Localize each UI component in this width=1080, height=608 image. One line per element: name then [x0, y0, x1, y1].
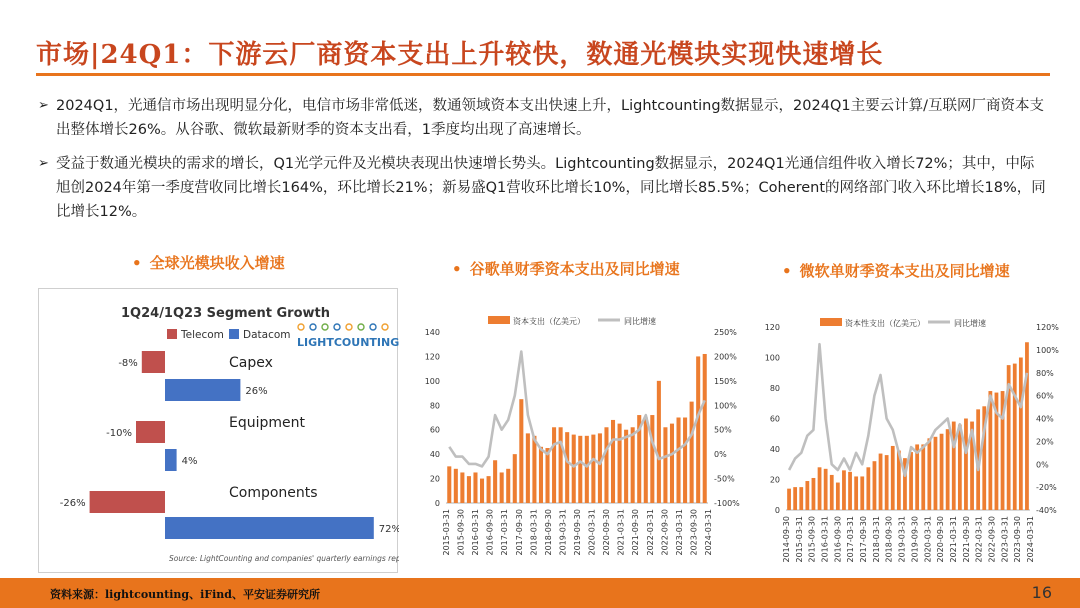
y-tick-label: 120	[764, 323, 780, 332]
x-tick-label: 2019-03-31	[897, 516, 907, 563]
capex-bar	[644, 418, 648, 504]
chart1-source-note: Source: LightCounting and companies' quarterly earnings reports	[169, 554, 399, 563]
capex-bar	[696, 356, 700, 503]
google-capex-chart	[420, 312, 750, 567]
telecom-value-label: -8%	[118, 358, 138, 369]
datacom-value-label: 26%	[245, 386, 268, 397]
capex-bar	[946, 429, 950, 510]
section-title-text: 微软单财季资本支出及同比增速	[799, 262, 1010, 280]
section-dot-icon: •	[452, 260, 462, 278]
capex-bar	[526, 433, 530, 503]
x-tick-label: 2020-03-31	[587, 509, 597, 556]
legend-datacom-swatch	[229, 329, 239, 339]
category-label: Equipment	[229, 415, 305, 431]
capex-bar	[690, 402, 694, 503]
capex-bar	[909, 452, 913, 510]
capex-bar	[793, 487, 797, 510]
x-tick-label: 2023-09-30	[1013, 516, 1023, 563]
y-tick-label: 100	[764, 353, 780, 363]
y-tick-label: 0	[434, 499, 440, 508]
bullet-item-1	[38, 94, 1048, 142]
capex-bar	[787, 489, 791, 510]
microsoft-capex-chart	[760, 314, 1060, 572]
arrow-bullet-icon: ➢	[38, 98, 49, 113]
capex-bar	[454, 469, 458, 503]
x-tick-label: 2019-03-31	[558, 509, 568, 556]
section-title-google	[452, 258, 680, 279]
telecom-bar	[136, 421, 165, 443]
capex-bar	[842, 470, 846, 510]
capex-bar	[473, 472, 477, 503]
capex-bar	[866, 467, 870, 510]
x-tick-label: 2023-03-31	[674, 509, 684, 556]
x-tick-label: 2020-09-30	[936, 516, 946, 563]
capex-bar	[545, 448, 549, 503]
y2-tick-label: 150%	[714, 376, 737, 386]
y-tick-label: 80	[429, 401, 440, 411]
slide-title: 市场|24Q1：下游云厂商资本支出上升较快，数通光模块实现快速增长	[36, 40, 884, 70]
bullet-text-2: 受益于数通光模块的需求的增长，Q1光学元件及光模块表现出快速增长势头。Lightcounting数据显示，2024Q1光通信组件收入增长72%；其中，中际旭创2024年第一季度营收同比增长164%，环比增长21%；新易盛Q1营收环比增长10%，同比增长85.5%；Coherent的网络部门收入环比增长18%，同比增长12%。	[56, 156, 1046, 220]
y-tick-label: 40	[429, 450, 440, 460]
legend-line-label: 同比增速	[954, 319, 986, 328]
x-tick-label: 2021-03-31	[948, 516, 958, 563]
section-dot-icon: •	[132, 254, 142, 272]
y2-tick-label: 20%	[1036, 437, 1054, 447]
x-tick-label: 2019-09-30	[573, 509, 582, 556]
y2-tick-label: 40%	[1036, 414, 1054, 424]
y-tick-label: 80	[769, 384, 780, 393]
x-tick-label: 2022-09-30	[660, 509, 670, 556]
capex-bar	[703, 354, 707, 503]
capex-bar	[921, 444, 925, 510]
title-divider	[36, 73, 1050, 76]
capex-bar	[805, 481, 809, 510]
section-title-microsoft	[782, 260, 1010, 281]
x-tick-label: 2018-03-31	[529, 509, 539, 556]
y-tick-label: 60	[429, 425, 440, 435]
x-tick-label: 2023-03-31	[1000, 516, 1010, 563]
capex-bar	[539, 447, 543, 503]
x-tick-label: 2022-09-30	[987, 516, 997, 563]
capex-bar	[860, 476, 864, 510]
x-tick-label: 2022-03-31	[645, 509, 655, 556]
capex-bar	[460, 472, 464, 503]
bullet-item-2	[38, 152, 1048, 224]
logo-text: LIGHTCOUNTING	[297, 336, 399, 349]
logo-dot-icon	[346, 324, 352, 330]
y2-tick-label: -50%	[714, 474, 735, 484]
x-tick-label: 2020-03-31	[923, 516, 933, 563]
y2-tick-label: 200%	[714, 352, 737, 362]
x-tick-label: 2018-09-30	[543, 509, 553, 556]
capex-bar	[818, 467, 822, 510]
y-tick-label: 120	[424, 352, 440, 362]
capex-bar	[854, 476, 858, 510]
capex-bar	[591, 435, 595, 503]
x-tick-label: 2017-09-30	[859, 516, 869, 563]
capex-bar	[480, 479, 484, 503]
capex-bar	[467, 476, 471, 503]
segment-growth-chart	[39, 289, 399, 574]
y-tick-label: 60	[769, 414, 780, 424]
telecom-value-label: -10%	[106, 428, 132, 439]
capex-bar	[683, 418, 687, 504]
x-tick-label: 2016-03-31	[471, 509, 481, 556]
capex-bar	[915, 444, 919, 510]
capex-bar	[1025, 342, 1029, 510]
y2-tick-label: 80%	[1036, 368, 1054, 378]
x-tick-label: 2024-03-31	[704, 509, 713, 556]
capex-bar	[447, 466, 451, 503]
section-title-text: 全球光模块收入增速	[149, 254, 285, 272]
capex-bar	[559, 427, 563, 503]
capex-bar	[650, 415, 654, 503]
x-tick-label: 2016-03-31	[820, 516, 830, 563]
y2-tick-label: -100%	[714, 499, 740, 508]
section-title-text: 谷歌单财季资本支出及同比增速	[469, 260, 680, 278]
legend-bar-label: 资本性支出（亿美元）	[845, 319, 925, 328]
capex-bar	[618, 424, 622, 503]
capex-bar	[624, 430, 628, 503]
x-tick-label: 2021-03-31	[616, 509, 626, 556]
capex-bar	[565, 432, 569, 503]
capex-bar	[657, 381, 661, 503]
capex-bar	[604, 427, 608, 503]
logo-dot-icon	[358, 324, 364, 330]
capex-bar	[873, 461, 877, 510]
section-title-global-module	[132, 252, 285, 273]
capex-bar	[824, 469, 828, 510]
legend-line-label: 同比增速	[624, 317, 656, 326]
page-number: 16	[1031, 583, 1052, 602]
y2-tick-label: 250%	[714, 328, 737, 337]
category-label: Capex	[229, 355, 273, 371]
datacom-value-label: 72%	[378, 524, 399, 535]
capex-bar	[578, 436, 582, 503]
y2-tick-label: 50%	[714, 425, 732, 435]
capex-bar	[676, 418, 680, 504]
y-tick-label: 100	[424, 376, 440, 386]
y2-tick-label: 0%	[714, 450, 727, 460]
capex-bar	[670, 424, 674, 503]
datacom-bar	[165, 449, 177, 471]
x-tick-label: 2021-09-30	[631, 509, 641, 556]
capex-bar	[487, 476, 491, 503]
capex-bar	[631, 427, 635, 503]
lightcounting-logo	[297, 324, 399, 349]
x-tick-label: 2021-09-30	[961, 516, 971, 563]
legend-bar-label: 资本支出（亿美元）	[513, 317, 585, 326]
x-tick-label: 2016-09-30	[833, 516, 843, 563]
arrow-bullet-icon: ➢	[38, 156, 49, 171]
datacom-bar	[165, 379, 240, 401]
legend-telecom-label: Telecom	[181, 329, 224, 341]
x-tick-label: 2017-09-30	[514, 509, 524, 556]
capex-bar	[532, 436, 536, 503]
x-tick-label: 2017-03-31	[500, 509, 510, 556]
capex-bar	[513, 454, 517, 503]
datacom-value-label: 4%	[181, 456, 198, 467]
y2-tick-label: -20%	[1036, 483, 1057, 493]
capex-bar	[519, 399, 523, 503]
capex-bar	[848, 472, 852, 510]
segment-growth-panel	[38, 288, 398, 573]
capex-bar	[506, 469, 510, 503]
y2-tick-label: -40%	[1036, 506, 1057, 515]
x-tick-label: 2023-09-30	[689, 509, 699, 556]
x-tick-label: 2014-09-30	[782, 516, 791, 563]
y-tick-label: 140	[424, 328, 440, 337]
logo-dot-icon	[322, 324, 328, 330]
capex-bar	[958, 425, 962, 510]
x-tick-label: 2024-03-31	[1026, 516, 1035, 563]
y2-tick-label: 60%	[1036, 391, 1054, 401]
bullet-text-1: 2024Q1，光通信市场出现明显分化，电信市场非常低迷，数通领域资本支出快速上升，Lightcounting数据显示，2024Q1主要云计算/互联网厂商资本支出整体增长26%。从谷歌、微软最新财季的资本支出看，1季度均出现了高速增长。	[56, 98, 1044, 138]
logo-dot-icon	[370, 324, 376, 330]
telecom-bar	[90, 491, 165, 513]
bullet-list	[38, 94, 1048, 234]
category-label: Components	[229, 485, 318, 501]
y2-tick-label: 120%	[1036, 323, 1059, 332]
capex-bar	[611, 420, 615, 503]
capex-bar	[585, 436, 589, 503]
legend-bar-swatch	[488, 316, 510, 324]
x-tick-label: 2015-09-30	[456, 509, 466, 556]
logo-dot-icon	[310, 324, 316, 330]
logo-dot-icon	[298, 324, 304, 330]
capex-bar	[836, 483, 840, 510]
telecom-bar	[142, 351, 165, 373]
capex-bar	[940, 434, 944, 510]
capex-bar	[891, 446, 895, 510]
y-tick-label: 20	[769, 475, 780, 485]
logo-dot-icon	[382, 324, 388, 330]
capex-bar	[572, 435, 576, 503]
capex-bar	[1013, 364, 1017, 510]
legend-bar-swatch	[820, 318, 842, 326]
chart1-title: 1Q24/1Q23 Segment Growth	[121, 306, 330, 321]
source-note: 资料来源：lightcounting、iFind、平安证券研究所	[50, 588, 320, 601]
capex-bar	[500, 472, 504, 503]
y-tick-label: 40	[769, 445, 780, 454]
capex-bar	[663, 427, 667, 503]
capex-bar	[964, 419, 968, 511]
x-tick-label: 2022-03-31	[974, 516, 984, 563]
x-tick-label: 2015-03-31	[794, 516, 804, 563]
capex-bar	[934, 437, 938, 510]
legend-telecom-swatch	[167, 329, 177, 339]
x-tick-label: 2018-09-30	[884, 516, 894, 563]
datacom-bar	[165, 517, 374, 539]
capex-bar	[885, 455, 889, 510]
legend-datacom-label: Datacom	[243, 329, 291, 341]
x-tick-label: 2018-03-31	[871, 516, 881, 563]
y2-tick-label: 100%	[714, 401, 737, 411]
y2-tick-label: 0%	[1036, 460, 1049, 470]
capex-bar	[879, 454, 883, 510]
logo-dot-icon	[334, 324, 340, 330]
y2-tick-label: 100%	[1036, 345, 1059, 355]
capex-bar	[830, 475, 834, 510]
x-tick-label: 2017-03-31	[846, 516, 856, 563]
x-tick-label: 2019-09-30	[910, 516, 920, 563]
telecom-value-label: -26%	[59, 498, 86, 509]
x-tick-label: 2020-09-30	[602, 509, 612, 556]
capex-bar	[1019, 358, 1023, 511]
capex-bar	[812, 478, 816, 510]
y-tick-label: 20	[429, 474, 440, 484]
capex-bar	[552, 427, 556, 503]
capex-bar	[493, 460, 497, 503]
capex-bar	[598, 433, 602, 503]
x-tick-label: 2015-09-30	[807, 516, 817, 563]
capex-bar	[799, 487, 803, 510]
section-dot-icon: •	[782, 262, 792, 280]
capex-bar	[927, 438, 931, 510]
y-tick-label: 0	[774, 506, 780, 515]
x-tick-label: 2016-09-30	[485, 509, 495, 556]
x-tick-label: 2015-03-31	[442, 509, 451, 556]
